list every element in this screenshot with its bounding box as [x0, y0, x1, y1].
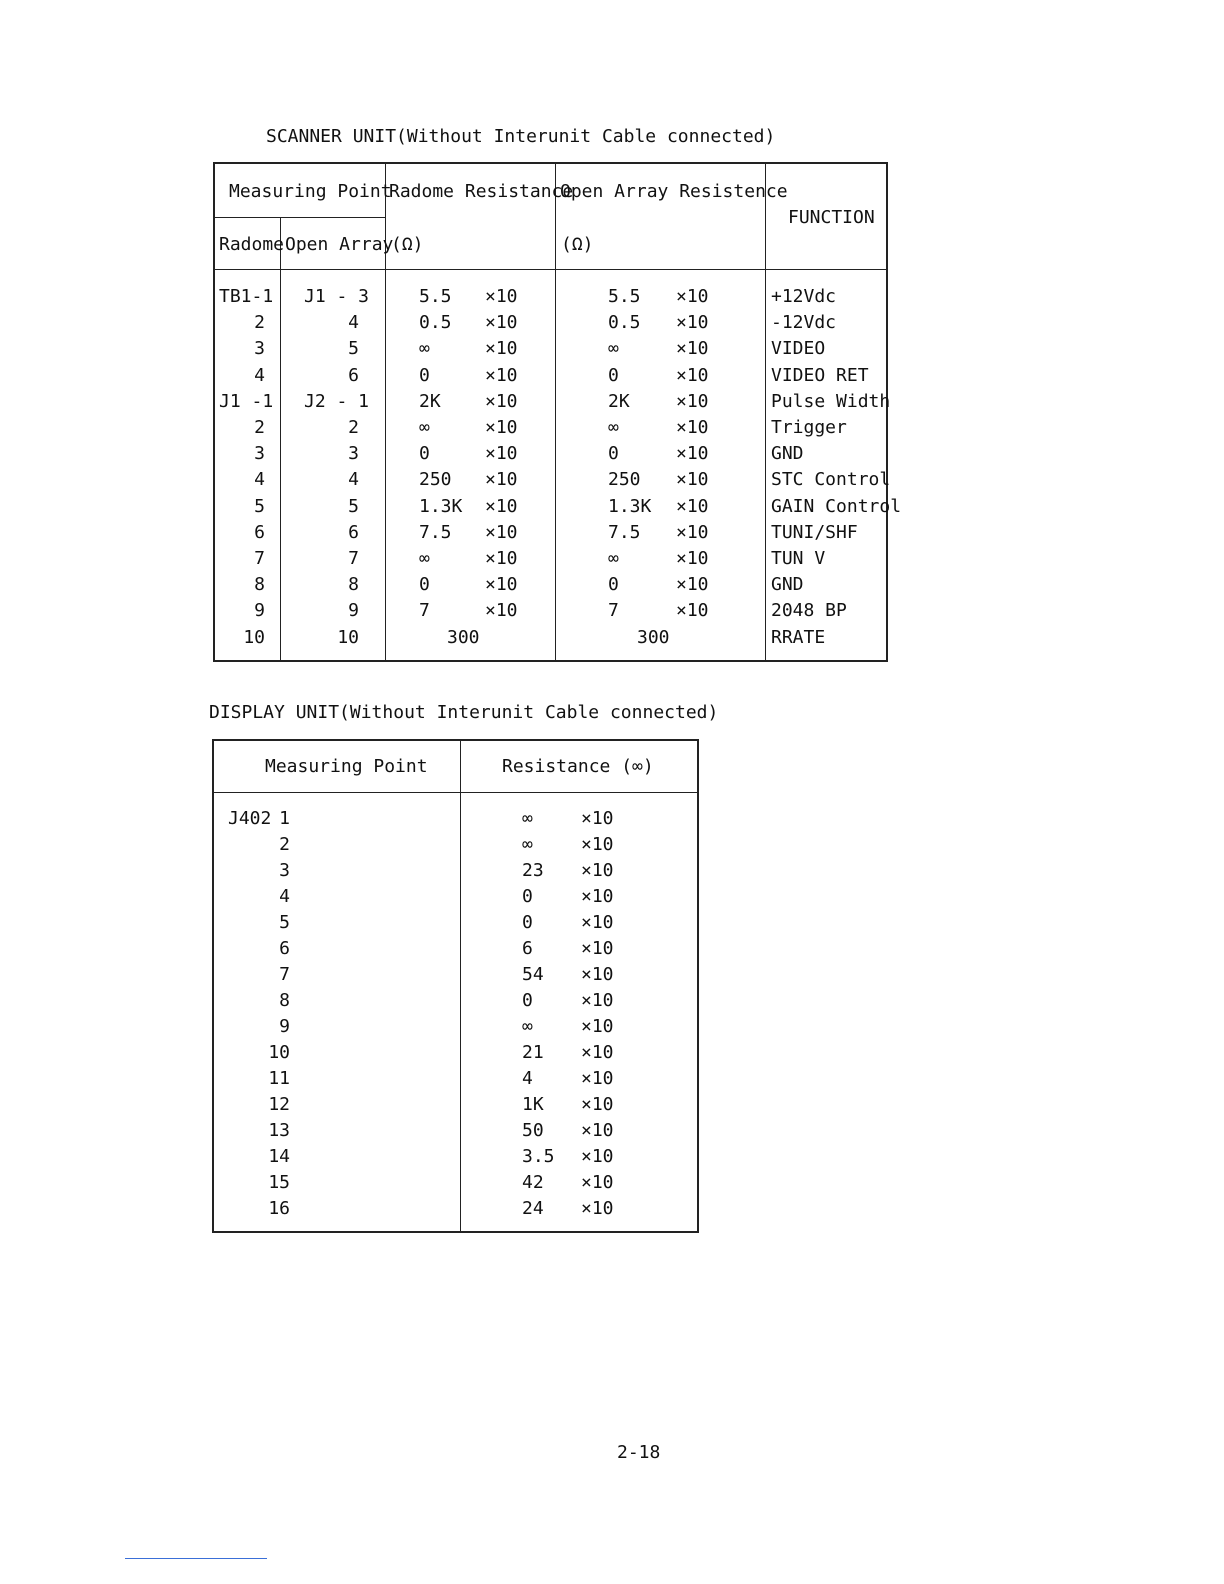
cell-radome-multiplier: ×10 — [485, 495, 518, 517]
cell-pin: 7 — [279, 964, 290, 985]
cell-open-array-multiplier: ×10 — [676, 548, 709, 569]
cell-resistance-multiplier: ×10 — [581, 964, 614, 985]
cell-resistance-multiplier: ×10 — [581, 886, 614, 907]
header-function: FUNCTION — [788, 207, 875, 228]
header-radome-resistance: Radome Resistance — [389, 181, 574, 202]
cell-resistance-value: ∞ — [522, 1016, 533, 1037]
cell-radome: 4 — [254, 469, 265, 491]
cell-radome-multiplier: ×10 — [485, 286, 518, 307]
cell-open-array-value: ∞ — [608, 417, 619, 438]
cell-open-array-multiplier: ×10 — [676, 443, 709, 465]
cell-radome-multiplier: ×10 — [485, 443, 518, 465]
header-divider — [215, 217, 385, 218]
cell-pin: 2 — [279, 834, 290, 855]
cell-pin: 12 — [268, 1094, 290, 1115]
cell-open-array-value: 7.5 — [608, 521, 641, 543]
cell-function: STC Control — [771, 469, 891, 491]
cell-open-array-value: 0 — [608, 364, 619, 386]
cell-open-array: J1 - 3 — [304, 286, 370, 307]
cell-open-array-value: 300 — [637, 626, 670, 648]
cell-open-array: 5 — [348, 338, 359, 360]
col-divider — [765, 164, 766, 660]
cell-pin: 14 — [268, 1146, 290, 1167]
cell-pin: 3 — [279, 860, 290, 881]
cell-resistance-multiplier: ×10 — [581, 1120, 614, 1141]
cell-open-array: 6 — [348, 364, 359, 386]
cell-pin: 13 — [268, 1120, 290, 1141]
cell-resistance-value: 23 — [522, 860, 544, 881]
cell-radome-value: 0 — [419, 364, 430, 386]
cell-pin: 9 — [279, 1016, 290, 1037]
cell-open-array: 9 — [348, 600, 359, 622]
cell-radome: 7 — [254, 548, 265, 569]
header-open-array-unit: (Ω) — [561, 234, 594, 255]
header-measuring-point: Measuring Point — [265, 756, 428, 777]
cell-resistance-multiplier: ×10 — [581, 808, 614, 829]
cell-radome: 3 — [254, 338, 265, 360]
cell-radome: J1 -1 — [219, 390, 274, 412]
cell-radome-value: ∞ — [419, 548, 430, 569]
cell-open-array-value: ∞ — [608, 338, 619, 360]
page-number: 2-18 — [617, 1442, 661, 1463]
cell-function: Trigger — [771, 417, 847, 438]
cell-open-array: 7 — [348, 548, 359, 569]
cell-open-array: 4 — [348, 469, 359, 491]
cell-resistance-value: 42 — [522, 1172, 544, 1193]
cell-function: GND — [771, 443, 804, 465]
cell-open-array: J2 - 1 — [304, 390, 370, 412]
cell-radome-value: 300 — [447, 626, 480, 648]
cell-radome: 4 — [254, 364, 265, 386]
cell-resistance-value: ∞ — [522, 834, 533, 855]
cell-radome-multiplier: ×10 — [485, 600, 518, 622]
cell-resistance-value: ∞ — [522, 808, 533, 829]
cell-open-array-value: 1.3K — [608, 495, 652, 517]
cell-open-array-multiplier: ×10 — [676, 469, 709, 491]
cell-radome-value: ∞ — [419, 417, 430, 438]
header-bottom-rule — [215, 269, 886, 270]
cell-open-array-value: 5.5 — [608, 286, 641, 307]
cell-radome-value: 0 — [419, 574, 430, 596]
cell-open-array-value: 2K — [608, 390, 630, 412]
cell-resistance-value: 4 — [522, 1068, 533, 1089]
display-caption: DISPLAY UNIT(Without Interunit Cable connected) — [209, 702, 719, 723]
cell-radome-multiplier: ×10 — [485, 574, 518, 596]
cell-open-array-multiplier: ×10 — [676, 312, 709, 334]
cell-pin: 4 — [279, 886, 290, 907]
cell-function: Pulse Width — [771, 390, 891, 412]
cell-pin: 15 — [268, 1172, 290, 1193]
cell-resistance-multiplier: ×10 — [581, 1198, 614, 1219]
cell-radome-multiplier: ×10 — [485, 338, 518, 360]
cell-radome-value: 7 — [419, 600, 430, 622]
cell-function: GND — [771, 574, 804, 596]
cell-function: VIDEO RET — [771, 364, 869, 386]
cell-open-array-multiplier: ×10 — [676, 390, 709, 412]
cell-resistance-multiplier: ×10 — [581, 860, 614, 881]
cell-radome: TB1-1 — [219, 286, 274, 307]
cell-resistance-multiplier: ×10 — [581, 938, 614, 959]
cell-radome-multiplier: ×10 — [485, 521, 518, 543]
cell-radome-multiplier: ×10 — [485, 417, 518, 438]
header-open-array-resistance: Open Array Resistence — [560, 181, 788, 202]
cell-radome-value: 7.5 — [419, 521, 452, 543]
col-divider — [280, 217, 281, 660]
cell-resistance-value: 1K — [522, 1094, 544, 1115]
cell-open-array: 2 — [348, 417, 359, 438]
cell-resistance-multiplier: ×10 — [581, 1172, 614, 1193]
cell-function: -12Vdc — [771, 312, 837, 334]
cell-function: 2048 BP — [771, 600, 847, 622]
cell-open-array-value: 0 — [608, 574, 619, 596]
cell-open-array-multiplier: ×10 — [676, 364, 709, 386]
cell-resistance-multiplier: ×10 — [581, 834, 614, 855]
cell-open-array-multiplier: ×10 — [676, 600, 709, 622]
cell-resistance-multiplier: ×10 — [581, 1094, 614, 1115]
cell-pin: 16 — [268, 1198, 290, 1219]
cell-radome-multiplier: ×10 — [485, 469, 518, 491]
header-resistance: Resistance (∞) — [502, 756, 654, 777]
cell-resistance-value: 50 — [522, 1120, 544, 1141]
cell-radome-multiplier: ×10 — [485, 364, 518, 386]
cell-resistance-value: 3.5 — [522, 1146, 555, 1167]
cell-function: GAIN Control — [771, 495, 902, 517]
cell-resistance-value: 0 — [522, 912, 533, 933]
cell-radome: 9 — [254, 600, 265, 622]
cell-radome-multiplier: ×10 — [485, 548, 518, 569]
cell-resistance-multiplier: ×10 — [581, 912, 614, 933]
header-radome-unit: (Ω) — [391, 234, 424, 255]
cell-resistance-multiplier: ×10 — [581, 1016, 614, 1037]
cell-open-array-multiplier: ×10 — [676, 521, 709, 543]
cell-radome: 3 — [254, 443, 265, 465]
cell-radome: 10 — [243, 626, 265, 648]
cell-open-array-value: 0 — [608, 443, 619, 465]
cell-open-array-multiplier: ×10 — [676, 338, 709, 360]
cell-pin: 10 — [268, 1042, 290, 1063]
cell-open-array-value: 0.5 — [608, 312, 641, 334]
cell-open-array-value: 7 — [608, 600, 619, 622]
scanner-table — [213, 162, 902, 662]
cell-function: +12Vdc — [771, 286, 837, 307]
header-radome: Radome — [219, 234, 285, 255]
header-bottom-rule — [214, 792, 697, 793]
cell-resistance-multiplier: ×10 — [581, 1042, 614, 1063]
cell-resistance-value: 6 — [522, 938, 533, 959]
cell-radome: 5 — [254, 495, 265, 517]
cell-pin: 8 — [279, 990, 290, 1011]
cell-radome: 2 — [254, 417, 265, 438]
connector-label: J402 — [228, 808, 272, 829]
cell-radome: 8 — [254, 574, 265, 596]
cell-function: TUN V — [771, 548, 826, 569]
cell-radome-value: 2K — [419, 390, 441, 412]
cell-function: VIDEO — [771, 338, 826, 360]
cell-open-array-multiplier: ×10 — [676, 495, 709, 517]
cell-radome-value: 0 — [419, 443, 430, 465]
cell-radome-value: ∞ — [419, 338, 430, 360]
cell-open-array: 3 — [348, 443, 359, 465]
cell-radome-multiplier: ×10 — [485, 312, 518, 334]
cell-radome: 2 — [254, 312, 265, 334]
cell-resistance-value: 54 — [522, 964, 544, 985]
cell-open-array: 4 — [348, 312, 359, 334]
cell-pin: 1 — [279, 808, 290, 829]
cell-pin: 6 — [279, 938, 290, 959]
cell-resistance-multiplier: ×10 — [581, 990, 614, 1011]
cell-open-array: 6 — [348, 521, 359, 543]
cell-radome-value: 0.5 — [419, 312, 452, 334]
header-measuring-point: Measuring Point — [229, 181, 392, 202]
cell-resistance-value: 21 — [522, 1042, 544, 1063]
cell-function: RRATE — [771, 626, 826, 648]
display-table — [212, 739, 699, 1233]
scanner-caption: SCANNER UNIT(Without Interunit Cable connected) — [266, 126, 776, 147]
cell-resistance-multiplier: ×10 — [581, 1146, 614, 1167]
cell-open-array: 8 — [348, 574, 359, 596]
cell-open-array-multiplier: ×10 — [676, 417, 709, 438]
header-open-array: Open Array — [285, 234, 394, 255]
cell-resistance-value: 24 — [522, 1198, 544, 1219]
cell-open-array-value: 250 — [608, 469, 641, 491]
cell-function: TUNI/SHF — [771, 521, 858, 543]
cell-radome-multiplier: ×10 — [485, 390, 518, 412]
cell-resistance-value: 0 — [522, 886, 533, 907]
cell-radome: 6 — [254, 521, 265, 543]
cell-pin: 5 — [279, 912, 290, 933]
cell-open-array: 10 — [337, 626, 359, 648]
cell-radome-value: 250 — [419, 469, 452, 491]
cell-open-array-value: ∞ — [608, 548, 619, 569]
cell-resistance-value: 0 — [522, 990, 533, 1011]
col-divider — [460, 741, 461, 1231]
bottom-rule — [125, 1558, 267, 1559]
cell-open-array-multiplier: ×10 — [676, 574, 709, 596]
col-divider — [555, 164, 556, 660]
cell-radome-value: 5.5 — [419, 286, 452, 307]
cell-radome-value: 1.3K — [419, 495, 463, 517]
cell-pin: 11 — [268, 1068, 290, 1089]
cell-resistance-multiplier: ×10 — [581, 1068, 614, 1089]
cell-open-array: 5 — [348, 495, 359, 517]
cell-open-array-multiplier: ×10 — [676, 286, 709, 307]
